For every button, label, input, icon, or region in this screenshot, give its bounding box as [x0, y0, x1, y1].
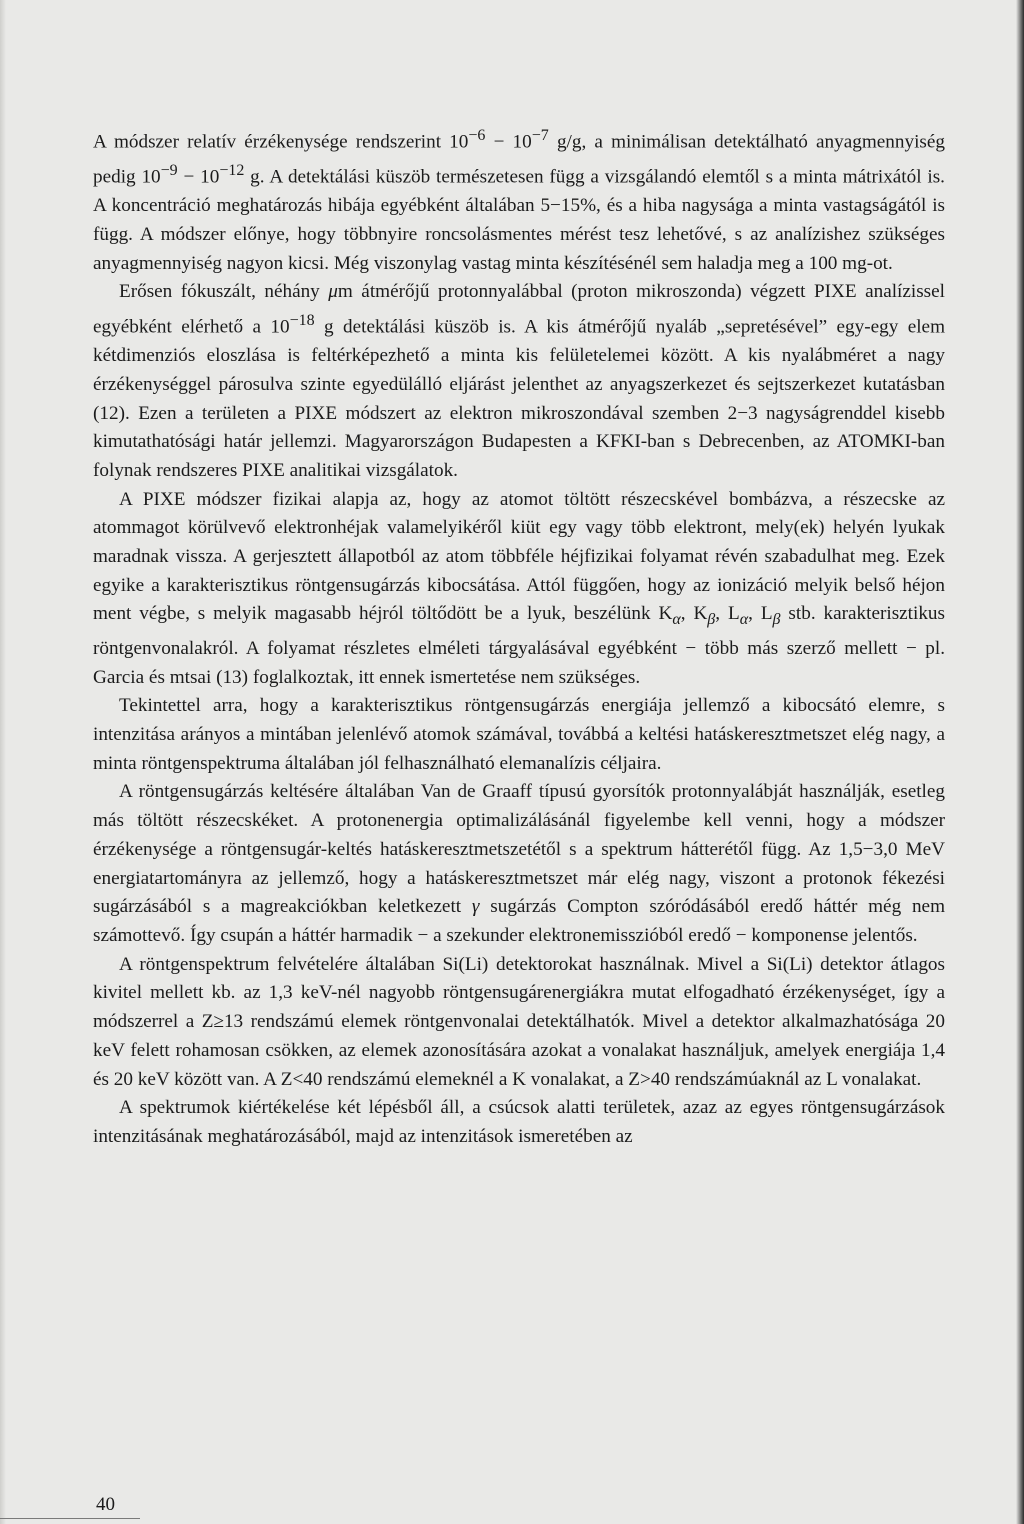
page-left-shadow [0, 0, 6, 1524]
page-right-edge [1016, 0, 1024, 1524]
paragraph-2: Erősen fókuszált, néhány μm átmérőjű protonnyalábbal (proton mikroszonda) végzett PIXE analízissel egyébként elérhető a $10^{-18}$ g detektálási küszöb is. A kis átmérőjű nyaláb „sepretésével” egy-egy elem kétdimenziós eloszlása is feltérképezhető a minta kis felületelemei között. A kis nyalábméret a nagy érzékenységgel párosulva szinte egyedülálló eljárást jelenthet az anyagszerkezet és sejtszerkezet kutatásban (12). Ezen a területen a PIXE módszert az elektron mikroszondával szemben 2−3 nagyságrenddel kisebb kimutathatósági határ jellemzi. Magyarországon Budapesten a KFKI-ban s Debrecenben, az ATOMKI-ban folynak rendszeres PIXE analitikai vizsgálatok. [93, 281, 945, 481]
page-number: 40 [96, 1494, 115, 1515]
paragraph-6: A röntgenspektrum felvételére általában Si(Li) detektorokat használnak. Mivel a Si(Li) detektor átlagos kivitel mellett kb. az 1,3 keV-nél nagyobb röntgensugárenergiákra mutat elfogadható érzékenységet, így a módszerrel a Z≥13 rendszámú elemek röntgenvonalai detektálhatók. Mivel a detektor alkalmazhatósága 20 keV felett rohamosan csökken, az elemek azonosítására azokat a vonalakat használjuk, amelyek energiája 1,4 és 20 keV között van. A Z<40 rendszámú elemeknél a K vonalakat, a Z>40 rendszámúaknál az L vonalakat. [93, 953, 945, 1090]
paragraph-1: A módszer relatív érzékenysége rendszerint $10^{-6} - 10^{-7}$ g/g, a minimálisan detektálható anyagmennyiség pedig $10^{-9} - 10^{-12}$ g. A detektálási küszöb természetesen függ a vizsgálandó elemtől s a minta mátrixától is. A koncentráció meghatározás hibája egyébként általában 5−15%, és a hiba nagysága a minta vastagságától is függ. A módszer előnye, hogy többnyire roncsolásmentes mérést tesz lehetővé, s az analízishez szükséges anyagmennyiség nagyon kicsi. Még viszonylag vastag minta készítésénél sem haladja meg a 100 mg-ot. [93, 127, 945, 274]
page-body [93, 122, 945, 1152]
paragraph-4: Tekintettel arra, hogy a karakterisztikus röntgensugárzás energiája jellemző a kibocsátó elemre, s intenzitása arányos a mintában jelenlévő atomok számával, továbbá a keltési hatáskeresztmetszet elég nagy, a minta röntgenspektruma általában jól felhasználható elemanalízis céljaira. [93, 695, 945, 774]
paragraph-7: A spektrumok kiértékelése két lépésből áll, a csúcsok alatti területek, azaz az egyes röntgensugárzások intenzitásának meghatározásából, majd az intenzitások ismeretében az [93, 1097, 945, 1147]
paragraph-3: A PIXE módszer fizikai alapja az, hogy az atomot töltött részecskével bombázva, a részecske az atommagot körülvevő elektronhéjak valamelyikéről kiüt egy vagy több elektront, mely(ek) helyén lyukak maradnak vissza. A gerjesztett állapotból az atom többféle héjfizikai folyamat révén szabadulhat meg. Ezek egyike a karakterisztikus röntgensugárzás kibocsátása. Attól függően, hogy az ionizáció melyik belső héjon ment végbe, s melyik magasabb héjról töltődött be a lyuk, beszélünk $K_\alpha$, $K_\beta$, $L_\alpha$, $L_\beta$ stb. karakterisztikus röntgenvonalakról. A folyamat részletes elméleti tárgyalásával egyébként − több más szerző mellett − pl. Garcia és mtsai (13) foglalkoztak, itt ennek ismertetése nem szükséges. [93, 488, 945, 688]
bottom-rule [0, 1518, 140, 1519]
paragraph-5: A röntgensugárzás keltésére általában Van de Graaff típusú gyorsítók protonnyalábját használják, esetleg más töltött részecskéket. A protonenergia optimalizálásánál figyelembe kell venni, hogy a módszer érzékenysége a röntgensugár-keltés hatáskeresztmetszetétől s a spektrum hátterétől függ. Az 1,5−3,0 MeV energiatartományra az jellemző, hogy a hatáskeresztmetszet már elég nagy, viszont a protonok fékezési sugárzásából s a magreakciókban keletkezett γ sugárzás Compton szóródásából eredő háttér még nem számottevő. Így csupán a háttér harmadik − a szekunder elektronemisszióból eredő − komponense jelentős. [93, 781, 945, 946]
